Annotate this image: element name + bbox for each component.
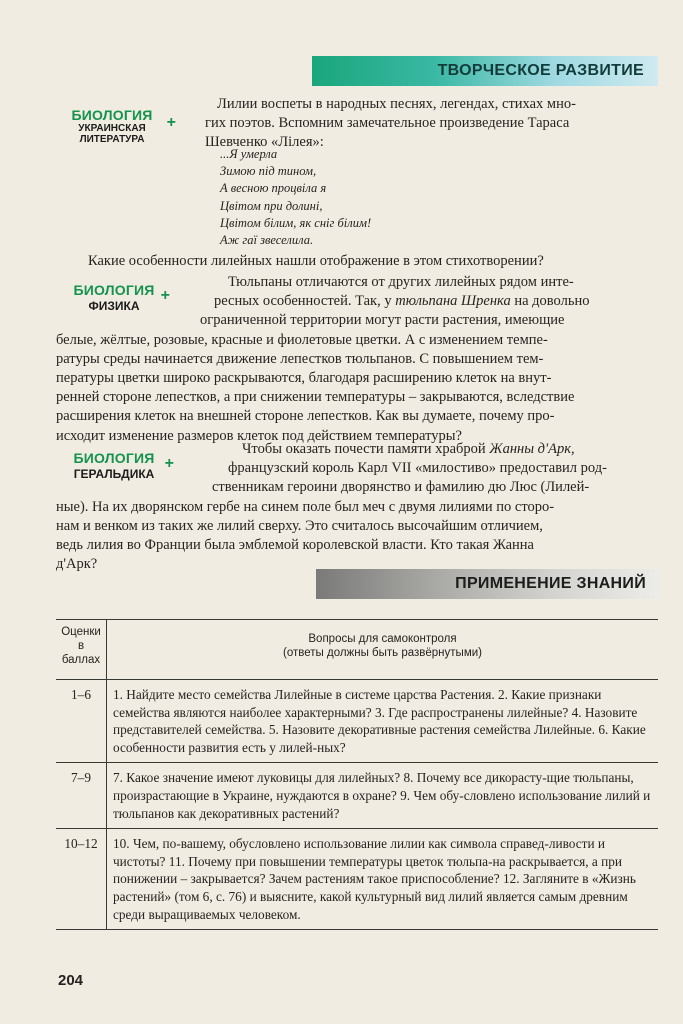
- text-line: французский король Карл VII «милостиво» предоставил род-: [228, 460, 607, 477]
- poem-line: Аж гаї звеселила.: [220, 233, 314, 248]
- section-banner-creative: [312, 56, 658, 86]
- label-subject: БИОЛОГИЯ: [73, 450, 155, 466]
- text-line: исходит изменение размеров клеток под действием температуры?: [56, 427, 462, 444]
- page-number: 204: [58, 972, 84, 989]
- banner-title: ТВОРЧЕСКОЕ РАЗВИТИЕ: [437, 62, 644, 79]
- text-line: [56, 292, 660, 314]
- text-line: Лилии воспеты в народных песнях, легендах, стихах мно-: [217, 96, 576, 112]
- poem-line: Цвітом білим, як сніг білим!: [220, 215, 372, 230]
- paragraph-intro: [205, 95, 660, 153]
- plus-icon: +: [164, 455, 174, 472]
- questions-cell: 1. Найдите место семейства Лилейные в системе царства Растения. 2. Какие признаки семейства являются наиболее характерными? 3. Где распространены лилейные? 4. Назовите представителей семейства. 5. Назовите декоративные растения семейства Лилейные. 6. Какие особенности развития есть у лилей-ных?: [107, 680, 659, 763]
- subject-label-literature: [52, 107, 176, 146]
- text-fragment: ресных особенностей. Так, у: [214, 293, 396, 310]
- text-line: нам и венком из таких же лилий сверху. Это считалось высочайшим отличием,: [56, 517, 543, 534]
- text-line: расширения клеток на внешней стороне лепестков. Как вы думаете, почему про-: [56, 408, 555, 425]
- text-line: ратуры среды начинается движение лепестков тюльпанов. С повышением тем-: [56, 350, 544, 367]
- label-secondary-subject: ГЕРАЛЬДИКА: [73, 467, 155, 482]
- poem-line: ...Я умерла: [220, 147, 278, 161]
- label-subject: БИОЛОГИЯ: [71, 107, 153, 123]
- text-line: белые, жёлтые, розовые, красные и фиолетовые цветки. А с изменением темпе-: [56, 331, 548, 348]
- header-line: (ответы должны быть развёрнутыми): [283, 647, 482, 659]
- text-line: пературы цветки широко раскрываются, благодаря расширению клеток на внут-: [56, 370, 552, 387]
- poem-quote: [220, 146, 371, 249]
- text-line: [56, 440, 660, 459]
- text-line: ограниченной территории могут расти растения, имеющие: [200, 312, 565, 329]
- self-control-table: [56, 619, 658, 930]
- label-secondary-subject: УКРАИНСКАЯ ЛИТЕРАТУРА: [78, 123, 146, 146]
- text-fragment: на довольно: [510, 293, 590, 310]
- text-line: гих поэтов. Вспомним замечательное произведение Тараса: [205, 115, 570, 132]
- grade-cell: 10–12: [56, 829, 107, 930]
- text-line: Шевченко «Лілея»:: [205, 134, 324, 151]
- paragraph-joan: [56, 440, 660, 574]
- text-line: ведь лилия во Франции была эмблемой королевской власти. Кто такая Жанна: [56, 537, 534, 554]
- text-line: ренней стороне лепестков, а при снижении температуры – закрываются, вследствие: [56, 389, 575, 406]
- grade-cell: 7–9: [56, 763, 107, 829]
- plus-icon: +: [160, 287, 170, 304]
- header-grades: [56, 619, 107, 680]
- question-text: Какие особенности лилейных нашли отображение в этом стихотворении?: [88, 253, 544, 269]
- person-name: Жанны д'Арк,: [489, 441, 575, 457]
- questions-cell: 7. Какое значение имеют луковицы для лилейных? 8. Почему все дикорасту-щие тюльпаны, произрастающие в Украине, нуждаются в охране? 9. Чем обу-словлено использование лилий и тюльпанов как декоративных растений?: [107, 763, 659, 829]
- header-line: Вопросы для самоконтроля: [308, 633, 457, 645]
- species-name: тюльпана Шренка: [395, 293, 511, 310]
- table-row: [56, 680, 658, 763]
- header-line: Оценки: [61, 626, 101, 638]
- poem-line: Зимою під тином,: [220, 164, 317, 179]
- table-row: [56, 829, 658, 930]
- label-subject: БИОЛОГИЯ: [73, 282, 155, 298]
- grade-cell: 1–6: [56, 680, 107, 763]
- text-line: Тюльпаны отличаются от других лилейных рядом инте-: [228, 274, 574, 290]
- text-line: ные). На их дворянском гербе на синем поле был меч с двумя лилиями по сторо-: [56, 498, 555, 515]
- header-questions: [107, 619, 659, 680]
- banner-title: ПРИМЕНЕНИЕ ЗНАНИЙ: [455, 575, 646, 592]
- poem-line: Цвітом при долині,: [220, 198, 323, 213]
- text-fragment: Чтобы оказать почести памяти храброй: [242, 441, 490, 457]
- section-banner-apply: [316, 569, 660, 599]
- text-line: ственникам героини дворянство и фамилию дю Люс (Лилей-: [212, 479, 590, 496]
- paragraph-tulips: [56, 273, 660, 446]
- table-row: [56, 763, 658, 829]
- label-secondary-subject: ФИЗИКА: [88, 299, 140, 314]
- text-line: д'Арк?: [56, 556, 98, 573]
- plus-icon: +: [166, 114, 176, 131]
- poem-line: А весною процвіла я: [220, 181, 327, 196]
- questions-cell: 10. Чем, по-вашему, обусловлено использование лилии как символа справед-ливости и чистоты? 11. Почему при повышении температуры цветок тюльпа-на раскрывается, а при понижении – закрывается? Зачем растениям такое приспособление? 12. Загляните в «Жизнь растений» (том 6, с. 76) и выясните, какой культурный вид лилий является самым древним среди выращиваемых человеком.: [107, 829, 659, 930]
- table-header-row: [56, 619, 658, 680]
- header-line: в баллах: [61, 640, 101, 666]
